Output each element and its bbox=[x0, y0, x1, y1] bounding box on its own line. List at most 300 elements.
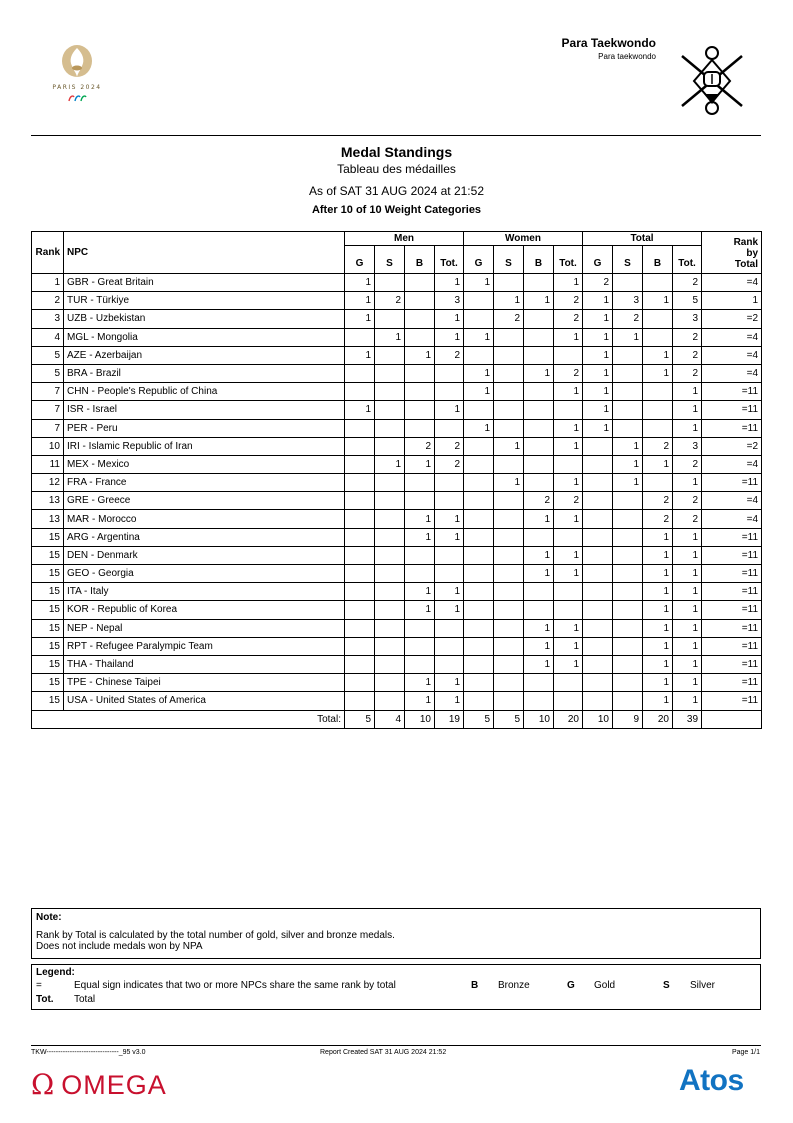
legend-silver-symbol: S bbox=[663, 980, 670, 991]
omega-symbol-icon: Ω bbox=[31, 1068, 56, 1101]
sport-title: Para Taekwondo bbox=[561, 36, 656, 50]
total-gold-cell bbox=[583, 492, 613, 510]
men-bronze-cell bbox=[405, 292, 435, 310]
total-bronze-cell: 2 bbox=[643, 437, 673, 455]
women-gold-cell bbox=[464, 474, 494, 492]
men-gold-cell bbox=[345, 474, 375, 492]
men-total-cell bbox=[435, 474, 464, 492]
men-bronze-cell: 1 bbox=[405, 528, 435, 546]
table-row bbox=[32, 528, 762, 546]
women-gold-cell bbox=[464, 401, 494, 419]
total-gold-cell bbox=[583, 474, 613, 492]
total-silver-cell bbox=[613, 274, 643, 292]
women-bronze-cell bbox=[524, 383, 554, 401]
women-gold-cell bbox=[464, 528, 494, 546]
women-total-cell bbox=[554, 583, 583, 601]
men-bronze-cell bbox=[405, 383, 435, 401]
women-gold-cell bbox=[464, 619, 494, 637]
legend-box bbox=[31, 964, 761, 1010]
table-row bbox=[32, 637, 762, 655]
rank-by-total-cell: =4 bbox=[702, 510, 762, 528]
women-total-cell: 2 bbox=[554, 364, 583, 382]
legend-bronze-symbol: B bbox=[471, 980, 479, 991]
rank-by-total-cell: =11 bbox=[702, 692, 762, 710]
men-gold-cell bbox=[345, 328, 375, 346]
men-total-cell: 2 bbox=[435, 346, 464, 364]
women-gold-cell bbox=[464, 546, 494, 564]
rank-cell: 2 bbox=[32, 292, 64, 310]
women-silver-cell bbox=[494, 546, 524, 564]
total-gold-cell: 1 bbox=[583, 346, 613, 364]
total-total-cell: 1 bbox=[673, 655, 702, 673]
total-gold-cell bbox=[583, 637, 613, 655]
npc-cell: CHN - People's Republic of China bbox=[64, 383, 345, 401]
header-divider bbox=[31, 135, 761, 136]
women-bronze-cell bbox=[524, 583, 554, 601]
men-total-cell: 1 bbox=[435, 401, 464, 419]
men-silver-cell bbox=[375, 419, 405, 437]
rank-by-total-cell: =4 bbox=[702, 328, 762, 346]
sport-subtitle: Para taekwondo bbox=[598, 52, 656, 61]
women-total-cell: 1 bbox=[554, 328, 583, 346]
table-row bbox=[32, 619, 762, 637]
rank-by-total-cell: =11 bbox=[702, 655, 762, 673]
npc-cell: ITA - Italy bbox=[64, 583, 345, 601]
women-silver-cell bbox=[494, 565, 524, 583]
women-bronze-cell bbox=[524, 474, 554, 492]
men-gold-cell bbox=[345, 674, 375, 692]
total-men-silver: 4 bbox=[375, 710, 405, 728]
total-silver-cell bbox=[613, 674, 643, 692]
total-total-cell: 1 bbox=[673, 474, 702, 492]
total-silver-cell: 1 bbox=[613, 328, 643, 346]
rank-cell: 15 bbox=[32, 619, 64, 637]
total-women-total: 20 bbox=[554, 710, 583, 728]
total-bronze-cell: 1 bbox=[643, 674, 673, 692]
total-total-cell: 2 bbox=[673, 274, 702, 292]
footer-divider bbox=[31, 1045, 761, 1046]
men-gold-cell bbox=[345, 655, 375, 673]
total-total-cell: 1 bbox=[673, 692, 702, 710]
men-bronze-cell bbox=[405, 328, 435, 346]
column-group-total: Total bbox=[583, 232, 702, 246]
total-gold-cell bbox=[583, 692, 613, 710]
women-gold-cell bbox=[464, 583, 494, 601]
men-total-cell bbox=[435, 364, 464, 382]
men-bronze-cell bbox=[405, 364, 435, 382]
women-gold-cell bbox=[464, 565, 494, 583]
women-gold-cell: 1 bbox=[464, 383, 494, 401]
women-silver-cell: 1 bbox=[494, 292, 524, 310]
total-silver-cell bbox=[613, 692, 643, 710]
total-bronze-cell bbox=[643, 474, 673, 492]
men-silver-cell bbox=[375, 637, 405, 655]
men-bronze-cell: 1 bbox=[405, 692, 435, 710]
legend-gold-symbol: G bbox=[567, 980, 575, 991]
total-bronze-cell: 1 bbox=[643, 692, 673, 710]
table-row bbox=[32, 601, 762, 619]
women-total-cell: 1 bbox=[554, 437, 583, 455]
total-label: Total: bbox=[32, 710, 345, 728]
women-total-cell: 2 bbox=[554, 492, 583, 510]
total-total-cell: 1 bbox=[673, 419, 702, 437]
npc-cell: USA - United States of America bbox=[64, 692, 345, 710]
rank-by-total-cell: =11 bbox=[702, 419, 762, 437]
women-gold-cell bbox=[464, 310, 494, 328]
women-bronze-cell: 1 bbox=[524, 510, 554, 528]
table-row bbox=[32, 546, 762, 564]
column-header-rank-by-total: Rank by Total bbox=[702, 232, 762, 274]
total-bronze-cell: 2 bbox=[643, 492, 673, 510]
men-bronze-cell bbox=[405, 274, 435, 292]
table-row bbox=[32, 655, 762, 673]
medal-table-body bbox=[32, 274, 762, 711]
total-bronze-cell: 1 bbox=[643, 565, 673, 583]
rank-cell: 15 bbox=[32, 528, 64, 546]
men-total-cell: 1 bbox=[435, 310, 464, 328]
table-row bbox=[32, 419, 762, 437]
npc-cell: ARG - Argentina bbox=[64, 528, 345, 546]
men-bronze-cell bbox=[405, 310, 435, 328]
rank-cell: 1 bbox=[32, 274, 64, 292]
rank-cell: 15 bbox=[32, 583, 64, 601]
total-total-cell: 3 bbox=[673, 437, 702, 455]
women-silver-cell bbox=[494, 346, 524, 364]
men-total-cell bbox=[435, 546, 464, 564]
table-row bbox=[32, 455, 762, 473]
legend-equal-symbol: = bbox=[36, 980, 42, 991]
women-bronze-cell bbox=[524, 528, 554, 546]
women-silver-cell bbox=[494, 328, 524, 346]
women-gold-cell bbox=[464, 492, 494, 510]
total-silver-cell bbox=[613, 655, 643, 673]
rank-cell: 3 bbox=[32, 310, 64, 328]
total-gold-cell bbox=[583, 455, 613, 473]
men-total-cell bbox=[435, 655, 464, 673]
page-title-french: Tableau des médailles bbox=[337, 162, 456, 176]
npc-cell: TUR - Türkiye bbox=[64, 292, 345, 310]
men-bronze-cell: 1 bbox=[405, 346, 435, 364]
legend-silver-text: Silver bbox=[690, 980, 716, 991]
women-silver-cell bbox=[494, 383, 524, 401]
rank-cell: 15 bbox=[32, 601, 64, 619]
total-men-gold: 5 bbox=[345, 710, 375, 728]
men-bronze-cell bbox=[405, 546, 435, 564]
legend-tot-text: Total bbox=[74, 994, 96, 1005]
total-silver-cell: 2 bbox=[613, 310, 643, 328]
rank-cell: 15 bbox=[32, 655, 64, 673]
total-rank-by-total-empty bbox=[702, 710, 762, 728]
total-silver-cell bbox=[613, 401, 643, 419]
women-gold-cell: 1 bbox=[464, 364, 494, 382]
men-silver-cell bbox=[375, 310, 405, 328]
total-total-gold: 10 bbox=[583, 710, 613, 728]
column-header-total-total: Tot. bbox=[673, 246, 702, 274]
men-gold-cell bbox=[345, 510, 375, 528]
rank-cell: 13 bbox=[32, 492, 64, 510]
men-total-cell: 1 bbox=[435, 274, 464, 292]
rank-by-total-cell: =11 bbox=[702, 383, 762, 401]
women-gold-cell bbox=[464, 455, 494, 473]
npc-cell: DEN - Denmark bbox=[64, 546, 345, 564]
men-silver-cell bbox=[375, 437, 405, 455]
women-bronze-cell bbox=[524, 455, 554, 473]
women-bronze-cell bbox=[524, 401, 554, 419]
table-row bbox=[32, 510, 762, 528]
women-bronze-cell bbox=[524, 328, 554, 346]
women-silver-cell bbox=[494, 619, 524, 637]
women-total-cell: 2 bbox=[554, 292, 583, 310]
omega-wordmark: OMEGA bbox=[61, 1070, 167, 1100]
men-silver-cell bbox=[375, 401, 405, 419]
total-total-cell: 1 bbox=[673, 546, 702, 564]
men-total-cell: 1 bbox=[435, 583, 464, 601]
report-created: Report Created SAT 31 AUG 2024 21:52 bbox=[320, 1049, 447, 1056]
women-total-cell bbox=[554, 455, 583, 473]
table-row bbox=[32, 383, 762, 401]
table-row bbox=[32, 692, 762, 710]
women-gold-cell: 1 bbox=[464, 328, 494, 346]
men-silver-cell bbox=[375, 692, 405, 710]
total-total-cell: 2 bbox=[673, 328, 702, 346]
women-bronze-cell bbox=[524, 437, 554, 455]
column-header-men-gold: G bbox=[345, 246, 375, 274]
total-gold-cell bbox=[583, 619, 613, 637]
total-total-cell: 1 bbox=[673, 565, 702, 583]
table-row bbox=[32, 346, 762, 364]
women-total-cell: 1 bbox=[554, 637, 583, 655]
men-silver-cell bbox=[375, 674, 405, 692]
women-bronze-cell: 1 bbox=[524, 364, 554, 382]
rank-by-total-cell: =4 bbox=[702, 492, 762, 510]
total-silver-cell: 1 bbox=[613, 455, 643, 473]
women-silver-cell bbox=[494, 401, 524, 419]
men-silver-cell bbox=[375, 546, 405, 564]
women-bronze-cell bbox=[524, 601, 554, 619]
total-total-cell: 1 bbox=[673, 528, 702, 546]
women-bronze-cell: 1 bbox=[524, 292, 554, 310]
note-line-rank-by-total: Rank by Total is calculated by the total number of gold, silver and bronze medals. bbox=[36, 930, 395, 941]
women-total-cell bbox=[554, 601, 583, 619]
women-gold-cell bbox=[464, 437, 494, 455]
column-header-total-bronze: B bbox=[643, 246, 673, 274]
women-gold-cell bbox=[464, 346, 494, 364]
women-bronze-cell: 2 bbox=[524, 492, 554, 510]
men-silver-cell bbox=[375, 274, 405, 292]
total-silver-cell bbox=[613, 492, 643, 510]
npc-cell: GRE - Greece bbox=[64, 492, 345, 510]
weight-categories-progress: After 10 of 10 Weight Categories bbox=[311, 204, 482, 216]
men-total-cell: 1 bbox=[435, 601, 464, 619]
men-silver-cell bbox=[375, 528, 405, 546]
men-bronze-cell bbox=[405, 474, 435, 492]
women-total-cell: 1 bbox=[554, 510, 583, 528]
rank-by-total-cell: 1 bbox=[702, 292, 762, 310]
total-total-cell: 1 bbox=[673, 674, 702, 692]
total-women-gold: 5 bbox=[464, 710, 494, 728]
table-row bbox=[32, 292, 762, 310]
total-bronze-cell: 1 bbox=[643, 346, 673, 364]
table-row bbox=[32, 437, 762, 455]
page-title: Medal Standings bbox=[340, 144, 453, 160]
men-total-cell bbox=[435, 565, 464, 583]
women-total-cell: 1 bbox=[554, 274, 583, 292]
npc-cell: IRI - Islamic Republic of Iran bbox=[64, 437, 345, 455]
npc-cell: THA - Thailand bbox=[64, 655, 345, 673]
men-total-cell: 1 bbox=[435, 328, 464, 346]
men-bronze-cell bbox=[405, 565, 435, 583]
table-row bbox=[32, 492, 762, 510]
women-gold-cell: 1 bbox=[464, 419, 494, 437]
rank-cell: 5 bbox=[32, 364, 64, 382]
rank-cell: 15 bbox=[32, 674, 64, 692]
women-total-cell bbox=[554, 401, 583, 419]
rank-cell: 11 bbox=[32, 455, 64, 473]
total-bronze-cell bbox=[643, 401, 673, 419]
men-silver-cell bbox=[375, 619, 405, 637]
column-group-women: Women bbox=[464, 232, 583, 246]
medal-standings-table bbox=[31, 231, 762, 729]
total-total-cell: 1 bbox=[673, 637, 702, 655]
legend-gold-text: Gold bbox=[594, 980, 616, 991]
total-gold-cell: 1 bbox=[583, 401, 613, 419]
men-silver-cell bbox=[375, 583, 405, 601]
table-row bbox=[32, 401, 762, 419]
total-gold-cell: 1 bbox=[583, 364, 613, 382]
women-total-cell bbox=[554, 692, 583, 710]
total-total-silver: 9 bbox=[613, 710, 643, 728]
rank-cell: 7 bbox=[32, 401, 64, 419]
women-bronze-cell bbox=[524, 346, 554, 364]
npc-cell: TPE - Chinese Taipei bbox=[64, 674, 345, 692]
women-bronze-cell bbox=[524, 419, 554, 437]
women-total-cell: 1 bbox=[554, 565, 583, 583]
column-header-women-total: Tot. bbox=[554, 246, 583, 274]
men-gold-cell bbox=[345, 383, 375, 401]
women-silver-cell bbox=[494, 274, 524, 292]
total-men-bronze: 10 bbox=[405, 710, 435, 728]
women-total-cell: 1 bbox=[554, 474, 583, 492]
total-bronze-cell: 2 bbox=[643, 510, 673, 528]
total-men-total: 19 bbox=[435, 710, 464, 728]
rank-cell: 13 bbox=[32, 510, 64, 528]
rank-by-total-cell: =11 bbox=[702, 674, 762, 692]
men-silver-cell bbox=[375, 510, 405, 528]
column-header-total-gold: G bbox=[583, 246, 613, 274]
rank-cell: 12 bbox=[32, 474, 64, 492]
women-total-cell: 1 bbox=[554, 655, 583, 673]
rank-cell: 15 bbox=[32, 565, 64, 583]
total-gold-cell bbox=[583, 546, 613, 564]
women-silver-cell: 1 bbox=[494, 474, 524, 492]
total-total-cell: 2 bbox=[673, 492, 702, 510]
women-silver-cell bbox=[494, 637, 524, 655]
total-women-silver: 5 bbox=[494, 710, 524, 728]
women-total-cell bbox=[554, 674, 583, 692]
total-silver-cell: 1 bbox=[613, 437, 643, 455]
total-silver-cell bbox=[613, 419, 643, 437]
column-group-men: Men bbox=[345, 232, 464, 246]
rank-by-total-cell: =4 bbox=[702, 364, 762, 382]
women-gold-cell: 1 bbox=[464, 274, 494, 292]
total-total-bronze: 20 bbox=[643, 710, 673, 728]
total-total-total: 39 bbox=[673, 710, 702, 728]
men-total-cell bbox=[435, 637, 464, 655]
total-bronze-cell: 1 bbox=[643, 528, 673, 546]
total-total-cell: 5 bbox=[673, 292, 702, 310]
column-header-rank: Rank bbox=[32, 232, 64, 274]
table-row bbox=[32, 328, 762, 346]
women-bronze-cell: 1 bbox=[524, 655, 554, 673]
women-gold-cell bbox=[464, 292, 494, 310]
rank-by-total-cell: =2 bbox=[702, 437, 762, 455]
note-line-npa: Does not include medals won by NPA bbox=[36, 941, 203, 952]
npc-cell: FRA - France bbox=[64, 474, 345, 492]
table-row bbox=[32, 674, 762, 692]
para-taekwondo-pictogram-icon bbox=[678, 44, 746, 116]
note-box bbox=[31, 908, 761, 959]
total-total-cell: 2 bbox=[673, 346, 702, 364]
npc-cell: MAR - Morocco bbox=[64, 510, 345, 528]
men-gold-cell bbox=[345, 455, 375, 473]
total-bronze-cell bbox=[643, 310, 673, 328]
total-bronze-cell: 1 bbox=[643, 655, 673, 673]
men-total-cell bbox=[435, 492, 464, 510]
paris-2024-paralympics-logo bbox=[44, 44, 110, 104]
women-gold-cell bbox=[464, 692, 494, 710]
women-gold-cell bbox=[464, 510, 494, 528]
total-bronze-cell: 1 bbox=[643, 364, 673, 382]
men-total-cell bbox=[435, 383, 464, 401]
men-total-cell: 3 bbox=[435, 292, 464, 310]
total-bronze-cell bbox=[643, 274, 673, 292]
total-bronze-cell: 1 bbox=[643, 601, 673, 619]
men-silver-cell bbox=[375, 655, 405, 673]
total-total-cell: 2 bbox=[673, 455, 702, 473]
logo-text: PARIS 2024 bbox=[52, 84, 102, 91]
total-total-cell: 1 bbox=[673, 619, 702, 637]
men-gold-cell bbox=[345, 601, 375, 619]
rank-by-total-cell: =4 bbox=[702, 274, 762, 292]
npc-cell: MEX - Mexico bbox=[64, 455, 345, 473]
rank-by-total-cell: =11 bbox=[702, 474, 762, 492]
women-silver-cell bbox=[494, 692, 524, 710]
total-total-cell: 1 bbox=[673, 583, 702, 601]
total-silver-cell: 1 bbox=[613, 474, 643, 492]
men-bronze-cell: 2 bbox=[405, 437, 435, 455]
table-row bbox=[32, 364, 762, 382]
men-gold-cell: 1 bbox=[345, 274, 375, 292]
men-silver-cell bbox=[375, 364, 405, 382]
npc-cell: BRA - Brazil bbox=[64, 364, 345, 382]
npc-cell: AZE - Azerbaijan bbox=[64, 346, 345, 364]
legend-tot-symbol: Tot. bbox=[36, 994, 54, 1005]
men-gold-cell: 1 bbox=[345, 292, 375, 310]
men-bronze-cell: 1 bbox=[405, 583, 435, 601]
total-gold-cell bbox=[583, 674, 613, 692]
men-silver-cell: 1 bbox=[375, 455, 405, 473]
women-gold-cell bbox=[464, 674, 494, 692]
omega-logo bbox=[31, 1068, 167, 1101]
total-total-cell: 1 bbox=[673, 401, 702, 419]
rank-by-total-cell: =11 bbox=[702, 601, 762, 619]
table-row bbox=[32, 565, 762, 583]
rank-by-total-cell: =11 bbox=[702, 565, 762, 583]
total-total-cell: 3 bbox=[673, 310, 702, 328]
women-silver-cell bbox=[494, 455, 524, 473]
total-bronze-cell: 1 bbox=[643, 455, 673, 473]
women-bronze-cell: 1 bbox=[524, 637, 554, 655]
